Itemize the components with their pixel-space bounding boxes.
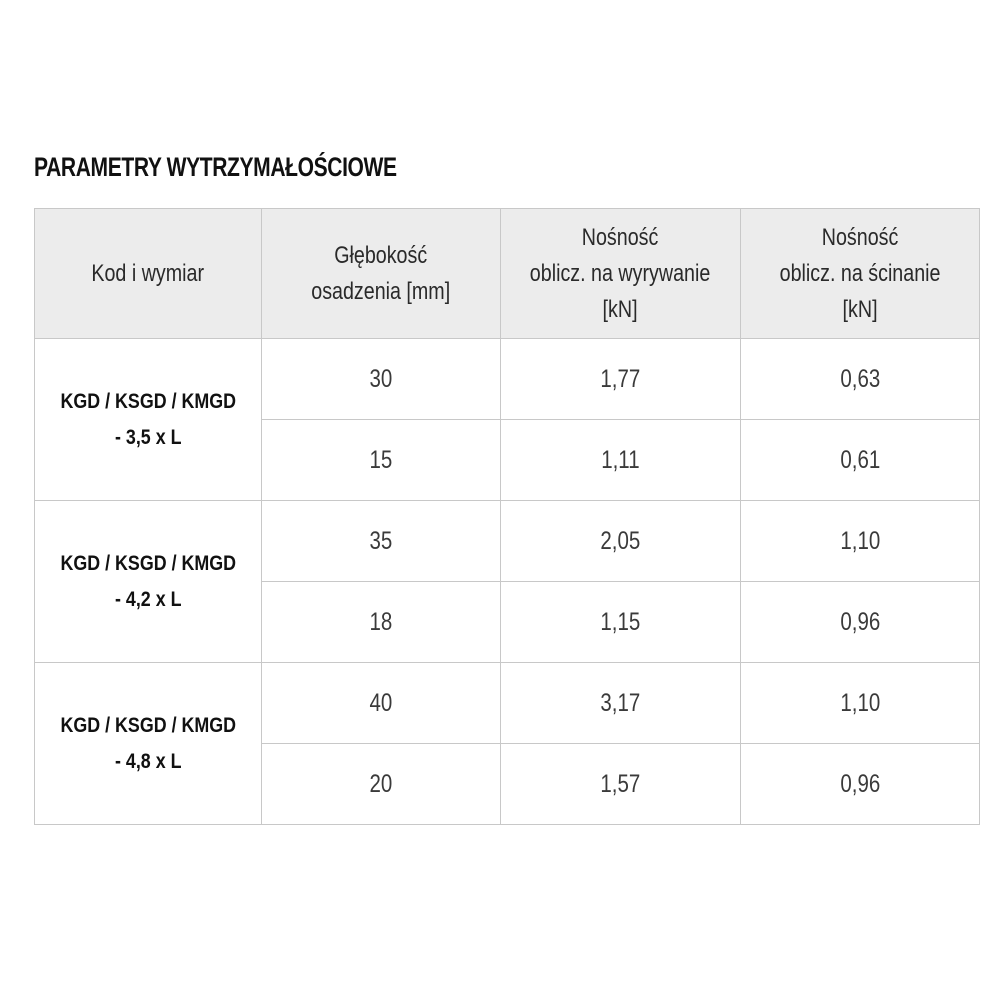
shear-cell: 0,96 <box>741 582 980 663</box>
header-shear-line-2: oblicz. na ścinanie <box>779 259 941 287</box>
code-cell <box>35 663 262 825</box>
header-shear-line-1: Nośność <box>821 223 899 251</box>
table-title: PARAMETRY WYTRZYMAŁOŚCIOWE <box>34 152 397 182</box>
header-depth-line-2: osadzenia [mm] <box>311 277 451 305</box>
table-row <box>35 339 980 420</box>
header-shear-line-3: [kN] <box>842 295 878 323</box>
code-line-2: - 4,2 x L <box>114 587 182 611</box>
pullout-cell: 2,05 <box>501 501 741 582</box>
code-line-1: KGD / KSGD / KMGD <box>60 713 236 737</box>
code-line-1: KGD / KSGD / KMGD <box>60 389 236 413</box>
header-pullout <box>501 209 741 339</box>
pullout-cell: 1,15 <box>501 582 741 663</box>
depth-cell: 30 <box>262 339 501 420</box>
header-pullout-line-1: Nośność <box>582 223 659 251</box>
depth-cell: 15 <box>262 420 501 501</box>
code-cell <box>35 339 262 501</box>
depth-cell: 40 <box>262 663 501 744</box>
header-depth <box>262 209 501 339</box>
pullout-cell: 1,11 <box>501 420 741 501</box>
header-code <box>35 209 262 339</box>
shear-cell: 1,10 <box>741 663 980 744</box>
code-cell <box>35 501 262 663</box>
pullout-cell: 3,17 <box>501 663 741 744</box>
shear-cell: 1,10 <box>741 501 980 582</box>
shear-cell: 0,61 <box>741 420 980 501</box>
code-line-2: - 3,5 x L <box>114 425 182 449</box>
depth-cell: 20 <box>262 744 501 825</box>
header-row <box>35 209 980 339</box>
depth-cell: 18 <box>262 582 501 663</box>
header-pullout-line-2: oblicz. na wyrywanie <box>530 259 711 287</box>
strength-parameters-table <box>34 208 980 825</box>
shear-cell: 0,63 <box>741 339 980 420</box>
header-code-label: Kod i wymiar <box>91 259 205 287</box>
code-line-2: - 4,8 x L <box>114 749 182 773</box>
header-pullout-line-3: [kN] <box>602 295 638 323</box>
shear-cell: 0,96 <box>741 744 980 825</box>
header-depth-line-1: Głębokość <box>334 241 428 269</box>
table-row <box>35 501 980 582</box>
code-line-1: KGD / KSGD / KMGD <box>60 551 236 575</box>
header-shear <box>741 209 980 339</box>
table-row <box>35 663 980 744</box>
depth-cell: 35 <box>262 501 501 582</box>
pullout-cell: 1,77 <box>501 339 741 420</box>
pullout-cell: 1,57 <box>501 744 741 825</box>
